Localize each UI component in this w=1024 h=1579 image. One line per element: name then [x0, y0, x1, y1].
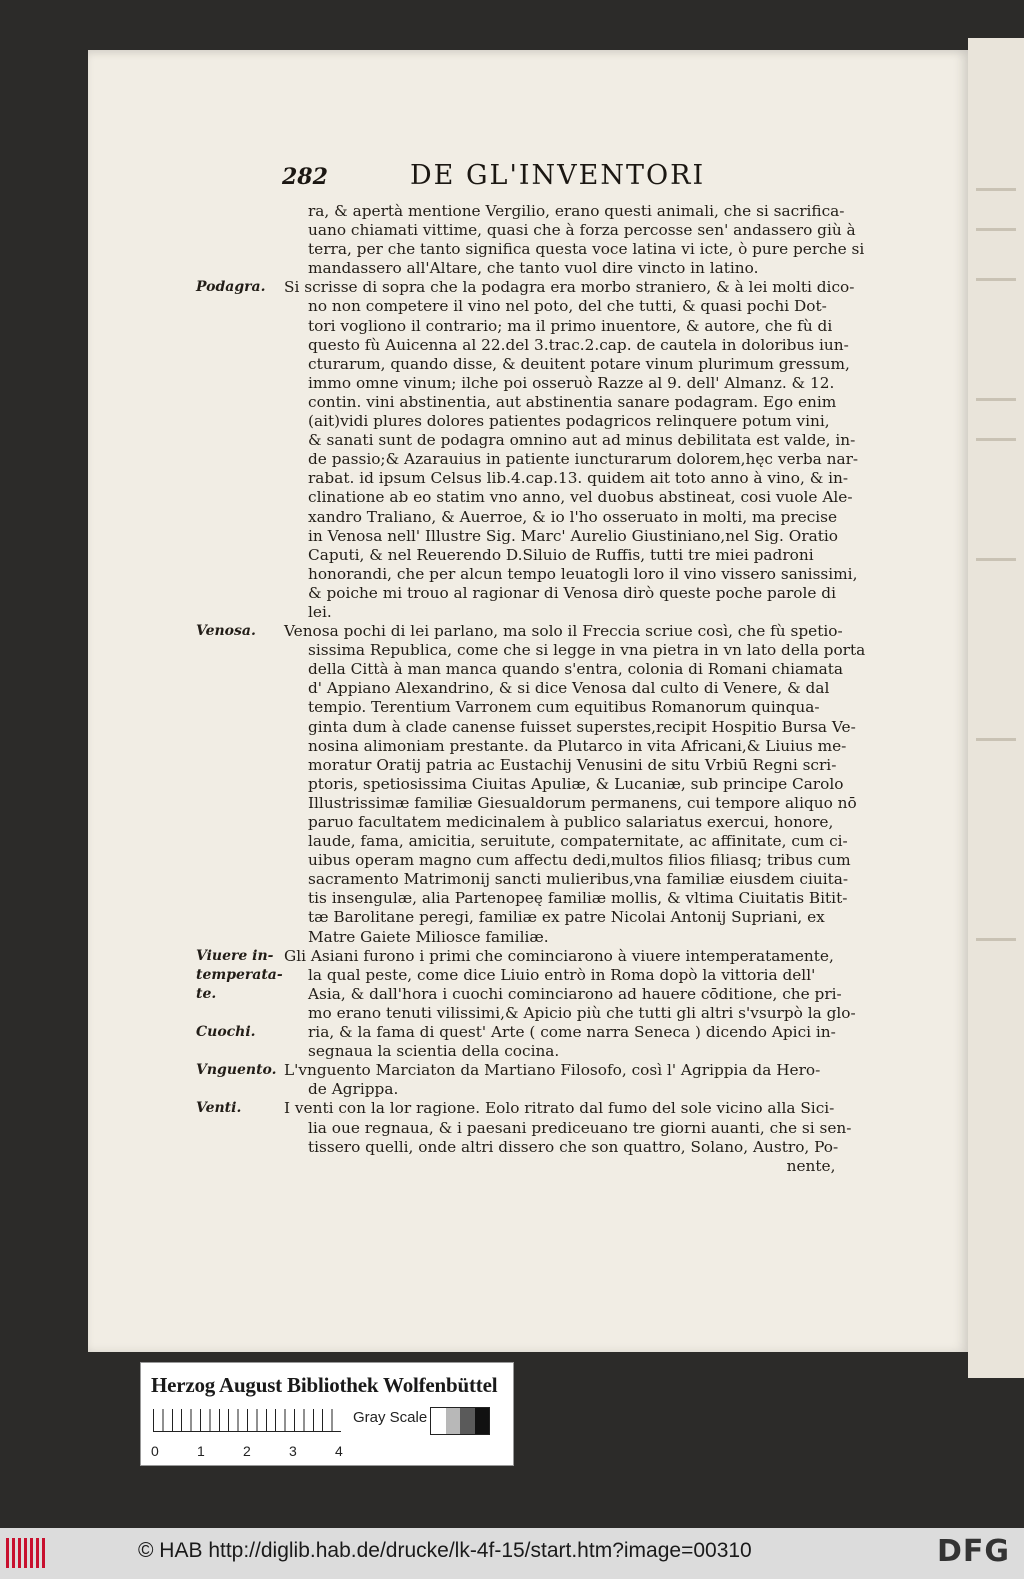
marginal-note-line: Vnguento.	[196, 1062, 277, 1079]
marginal-note-line: Viuere in-	[196, 947, 274, 964]
text-line: de passio;& Azarauius in patiente iuncturarum dolorem,hęc verba nar-	[308, 450, 859, 469]
text-line: (ait)vidi plures dolores patientes podagricos relinquere potum vini,	[308, 412, 830, 431]
text-line: in Venosa nell' Illustre Sig. Marc' Aurelio Giustiniano,nel Sig. Oratio	[308, 526, 839, 545]
marginal-note	[196, 278, 284, 622]
ruler-number: 4	[335, 1443, 343, 1459]
marginal-note-line: Cuochi.	[196, 1024, 256, 1041]
text-line: Asia, & dall'hora i cuochi cominciarono ad hauere cōditione, che pri-	[308, 984, 842, 1003]
text-line: sissima Republica, come che si legge in vna pietra in vn lato della porta	[308, 641, 866, 660]
text-line: rabat. id ipsum Celsus lib.4.cap.13. quidem ait toto anno à vino, & in-	[308, 469, 849, 488]
marginal-note	[196, 1061, 284, 1099]
text-line: & poiche mi trouo al ragionar di Venosa dirò queste poche parole di	[308, 583, 836, 602]
text-line: mandassero all'Altare, che tanto vuol dire vincto in latino.	[308, 259, 759, 278]
gray-swatch	[460, 1408, 475, 1434]
text-line: ginta dum à clade canense fuisset superstes,recipit Hospitio Bursa Ve-	[308, 717, 856, 736]
text-line: questo fù Auicenna al 22.del 3.trac.2.cap. de cautela in doloribus iun-	[308, 335, 849, 354]
dfg-logo: DFG	[936, 1534, 1010, 1569]
marginal-note	[196, 202, 284, 278]
gray-swatch	[475, 1408, 490, 1434]
text-line: lia oue regnaua, & i paesani prediceuano tre giorni auanti, che si sen-	[308, 1118, 852, 1137]
marginal-note	[196, 947, 284, 1062]
text-line: tempio. Terentium Varronem cum equitibus Romanorum quinqua-	[308, 698, 820, 717]
text-line: Si scrisse di sopra che la podagra era morbo straniero, & à lei molti dico-	[284, 278, 855, 297]
text-line: nente,	[786, 1156, 836, 1175]
text-entry	[196, 622, 866, 947]
text-line: tæ Barolitane peregi, familiæ ex patre Nicolai Antonij Supriani, ex	[308, 908, 825, 927]
marginal-note	[196, 622, 284, 947]
library-name: Herzog August Bibliothek Wolfenbüttel	[151, 1373, 498, 1397]
text-line: L'vnguento Marciaton da Martiano Filosofo, così l' Agrippia da Hero-	[284, 1061, 821, 1080]
marginal-note-line: Podagra.	[196, 279, 266, 296]
marginal-note-line: Venti.	[196, 1100, 242, 1117]
adjacent-page-edge	[968, 38, 1024, 1378]
ruler-number: 1	[197, 1443, 205, 1459]
ruler-number: 0	[151, 1443, 159, 1459]
text-line: Venosa pochi di lei parlano, ma solo il Freccia scriue così, che fù spetio-	[284, 622, 843, 641]
text-line: tissero quelli, onde altri dissero che son quattro, Solano, Austro, Po-	[308, 1137, 839, 1156]
ruler-number: 3	[289, 1443, 297, 1459]
marginal-note-line: temperata-	[196, 966, 283, 983]
text-line: xandro Traliano, & Auerroe, & io l'ho osseruato in molti, ma precise	[308, 507, 838, 526]
library-color-card	[140, 1362, 514, 1466]
text-line: ria, & la fama di quest' Arte ( come narra Seneca ) dicendo Apici in-	[308, 1023, 836, 1042]
text-line: cturarum, quando disse, & deuitent potare vinum plurimum gressum,	[308, 354, 850, 373]
text-line: no non competere il vino nel poto, del che tutti, & quasi pochi Dot-	[308, 297, 827, 316]
text-line: Caputi, & nel Reuerendo D.Siluio de Ruffis, tutti tre miei padroni	[308, 545, 814, 564]
text-line: tori vogliono il contrario; ma il primo inuentore, & autore, che fù di	[308, 316, 833, 335]
text-line: sacramento Matrimonij sancti mulieribus,vna familiæ eiusdem ciuita-	[308, 870, 849, 889]
text-line: mo erano tenuti vilissimi,& Apicio più che tutti gli altri s'vsurpò la glo-	[308, 1003, 856, 1022]
text-line: nosina alimoniam prestante. da Plutarco in vita Africani,& Liuius me-	[308, 736, 847, 755]
gray-swatch	[431, 1408, 446, 1434]
text-line: ptoris, spetiosissima Ciuitas Apuliæ, & Lucaniæ, sub principe Carolo	[308, 774, 844, 793]
text-line: & sanati sunt de podagra omnino aut ad minus debilitata est valde, in-	[308, 431, 856, 450]
text-line: laude, fama, amicitia, seruitute, compaternitate, ac affinitate, cum ci-	[308, 832, 848, 851]
marginal-note-line	[196, 1004, 284, 1023]
text-line: Gli Asiani furono i primi che cominciarono à viuere intemperatamente,	[284, 946, 834, 965]
text-line: Illustrissimæ familiæ Giesualdorum permanens, cui tempore aliquo nō	[308, 793, 857, 812]
text-line: della Città à man manca quando s'entra, colonia di Romani chiamata	[308, 660, 844, 679]
gray-swatch	[446, 1408, 461, 1434]
text-entry	[196, 946, 856, 1062]
text-entry	[196, 1061, 846, 1099]
text-line: de Agrippa.	[308, 1080, 399, 1099]
running-title: DE GL'INVENTORI	[410, 160, 706, 191]
text-line: tis insengulæ, alia Partenopeę familiæ mollis, & vltima Ciuitatis Bitit-	[308, 889, 848, 908]
text-line: d' Appiano Alexandrino, & si dice Venosa dal culto di Venere, & dal	[308, 679, 830, 698]
text-entry	[196, 1099, 852, 1175]
text-line: lei.	[308, 602, 332, 621]
text-line: clinatione ab eo statim vno anno, vel duobus abstineat, cosi vuole Ale-	[308, 488, 853, 507]
footer-bar	[0, 1528, 1024, 1579]
text-line: honorandi, che per alcun tempo leuatogli loro il vino vissero sanissimi,	[308, 564, 858, 583]
text-line: I venti con la lor ragione. Eolo ritrato dal fumo del sole vicino alla Sici-	[284, 1099, 835, 1118]
marginal-note-line	[196, 202, 284, 221]
text-line: ra, & apertà mentione Vergilio, erano questi animali, che si sacrifica-	[308, 202, 845, 220]
text-line: paruo facultatem medicinalem à publico salariatus exercui, honore,	[308, 813, 834, 831]
text-line: terra, per che tanto significa questa voce latina vi icte, ò pure perche si	[308, 240, 865, 259]
text-line: la qual peste, come dice Liuio entrò in Roma dopò la vittoria dell'	[308, 965, 816, 984]
ruler-number: 2	[243, 1443, 251, 1459]
scale-ruler	[153, 1409, 341, 1432]
text-entry	[196, 202, 865, 278]
text-line: contin. vini abstinentia, aut abstinentia sanare podagram. Ego enim	[308, 392, 837, 411]
marginal-note-line: Venosa.	[196, 623, 256, 640]
text-line: Matre Gaiete Miliosce familiæ.	[308, 927, 549, 946]
text-line: uano chiamati vittime, quasi che à forza percosse sen' andassero giù à	[308, 221, 856, 240]
text-line: moratur Oratij patria ac Eustachij Venusini de situ Vrbiū Regni scri-	[308, 755, 837, 774]
marginal-note-line: te.	[196, 985, 217, 1002]
text-line: uibus operam magno cum affectu dedi,multos filios filiasq; tribus cum	[308, 851, 851, 870]
text-line: segnaua la scientia della cocina.	[308, 1042, 560, 1061]
hab-logo-icon	[6, 1538, 46, 1568]
page-number: 282	[282, 164, 328, 190]
marginal-note	[196, 1099, 284, 1175]
gray-scale-label: Gray Scale	[353, 1409, 428, 1426]
main-text	[196, 202, 866, 1176]
text-line: immo omne vinum; ilche poi osseruò Razze al 9. dell' Almanz. & 12.	[308, 373, 835, 392]
credit-link[interactable]: © HAB http://diglib.hab.de/drucke/lk-4f-15/start.htm?image=00310	[138, 1539, 752, 1562]
gray-scale-swatches	[430, 1407, 490, 1435]
page-header	[282, 160, 732, 194]
text-entry	[196, 278, 859, 622]
